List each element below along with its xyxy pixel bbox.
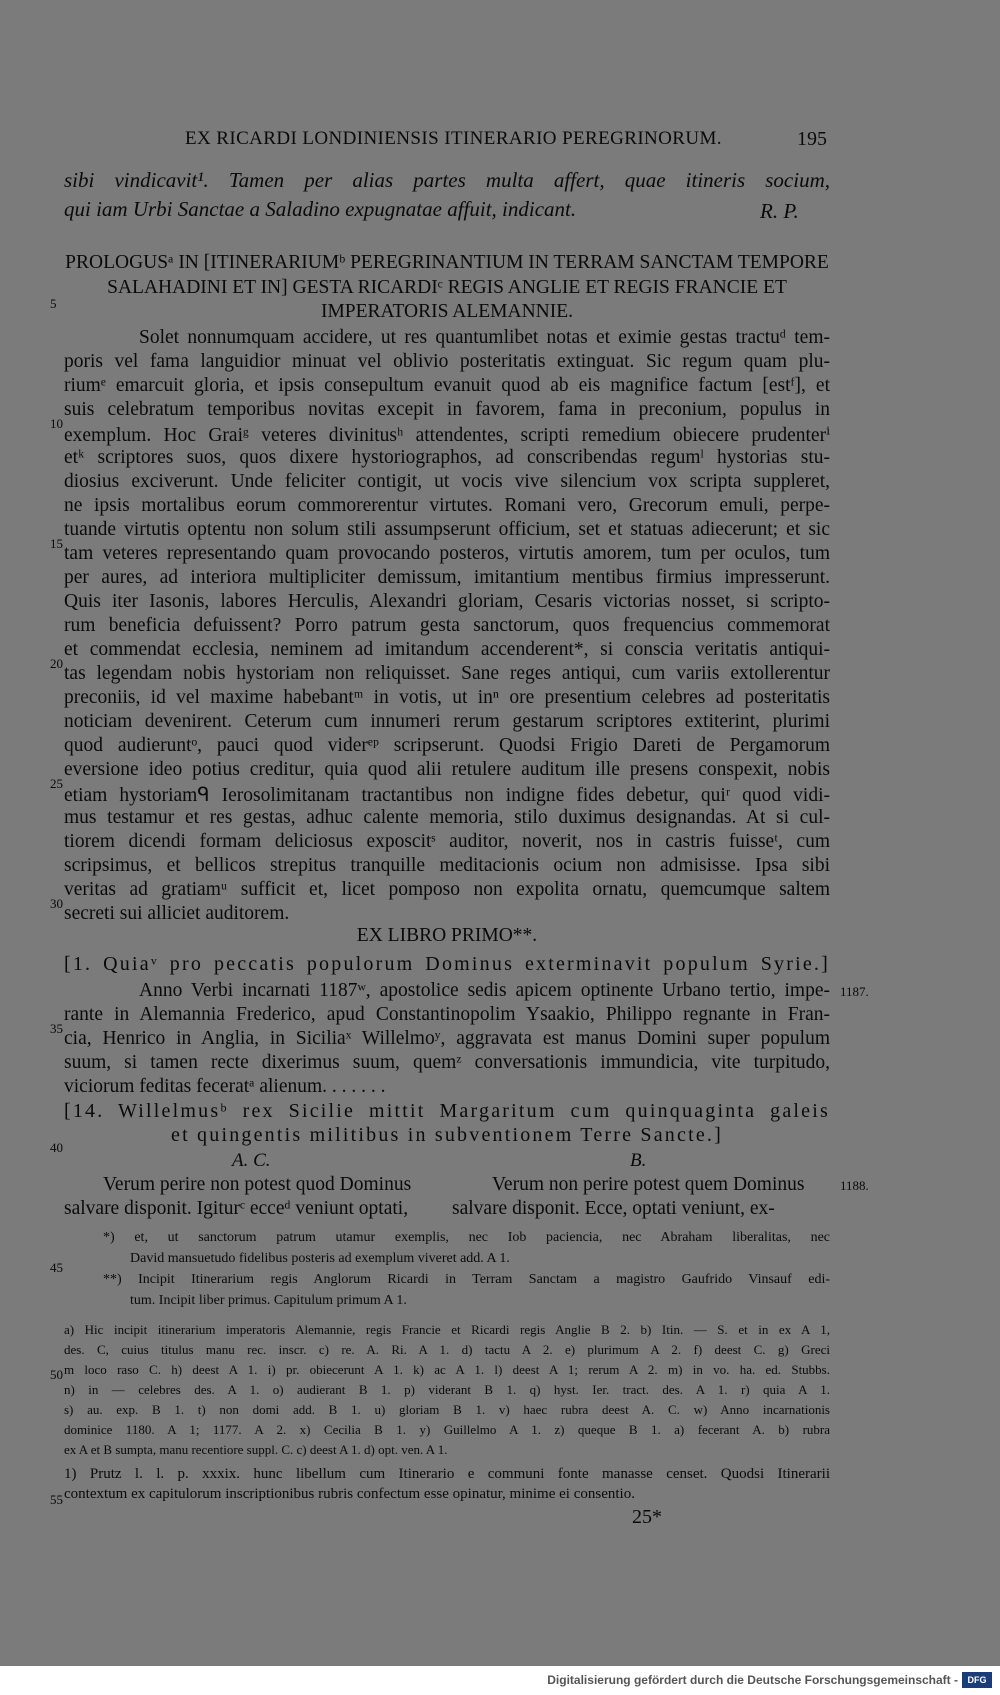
prologue-line: secreti sui alliciet auditorem. — [64, 903, 290, 924]
prologue-line: riumᵉ emarcuit gloria, et ipsis consepultum evanuit quod ab eis magnifice factum [estᶠ], et — [64, 375, 830, 396]
line-number: 55 — [50, 1492, 63, 1507]
column-header-right: B. — [630, 1150, 647, 1171]
line-number: 30 — [50, 896, 63, 911]
parallel-left-line-2: salvare disponit. Igiturᶜ ecceᵈ veniunt optati, — [64, 1198, 409, 1219]
prologue-line: exemplum. Hoc Graiᵍ veteres divinitusʰ attendentes, scripti remedium obiecere prudenterⁱ — [64, 425, 830, 446]
prologue-line: preconiis, id vel maxime habebantᵐ in votis, ut inⁿ ore presentium celebres ad posteritatis — [64, 687, 830, 708]
dfg-logo-icon: DFG — [962, 1672, 992, 1688]
line-number: 5 — [50, 296, 57, 311]
footnote-number-line: contextum ex capitulorum inscriptionibus rubris confectum esse opinatur, minime ei consentio. — [64, 1486, 635, 1502]
footnote-letter-line: n) in — celebres des. A 1. o) audierant B 1. p) viderant B 1. q) hyst. Ier. tract. des. A 1. r) quia A 1. — [64, 1382, 830, 1397]
prologue-line: eversione ideo potius creditur, quia quod alii retulere auditum ille presens conspexit, nobis — [64, 759, 830, 780]
parallel-right-line-2: salvare disponit. Ecce, optati veniunt, ex- — [452, 1198, 775, 1219]
prologue-line: etiam hystoriamᑫ Ierosolimitanam tractantibus non indigne fides debetur, quiʳ quod vidi- — [64, 785, 830, 806]
running-header-title: EX RICARDI LONDINIENSIS ITINERARIO PEREGRINORUM. — [185, 128, 722, 149]
line-number: 20 — [50, 656, 63, 671]
line-number: 15 — [50, 536, 63, 551]
line-number: 10 — [50, 416, 63, 431]
prologue-line: Solet nonnumquam accidere, ut res quantumlibet notas et eximie gestas tractuᵈ tem- — [139, 327, 830, 348]
footnote-star-line: **) Incipit Itinerarium regis Anglorum Ricardi in Terram Sanctam a magistro Gaufrido Vinsauf edi- — [103, 1272, 830, 1287]
prologue-line: Quis iter Iasonis, labores Herculis, Alexandri gloriam, Cesaris victorias nosset, si scripto- — [64, 591, 830, 612]
anno-line: Anno Verbi incarnati 1187ʷ, apostolice sedis apicem optinente Urbano tertio, impe- — [139, 980, 830, 1001]
prologue-line: quod audieruntᵒ, pauci quod viderᵉᵖ scripserunt. Quodsi Frigio Dareti de Pergamorum — [64, 735, 830, 756]
prologue-line: tam veteres representando quam provocando posteros, virtutis amorem, tum per oculos, tum — [64, 543, 830, 564]
line-number: 25 — [50, 776, 63, 791]
footnote-letter-line: dominice 1180. A 1; 1177. A 2. x) Cecilia B 1. y) Guillelmo A 1. z) queque B 1. a) fecerant A. b) rubra — [64, 1422, 830, 1437]
chapter-1-heading: [1. Quiaᵛ pro peccatis populorum Dominus exterminavit populum Syrie.] — [64, 953, 830, 975]
footnote-letter-line: s) au. exp. B 1. t) non domi add. B 1. u) gloriam B 1. v) haec rubra deest A. C. w) Anno incarnationis — [64, 1402, 830, 1417]
prologue-line: tuande virtutis optentu non solum stili assumpserunt officium, set et statuas adiecerunt; et sic — [64, 519, 830, 540]
prologue-line: tiorem dicendi formam deliciosus exposcitˢ auditor, noverit, nos in castris fuisseᵗ, cum — [64, 831, 830, 852]
intro-line-2: qui iam Urbi Sanctae a Saladino expugnatae affuit, indicant. — [64, 197, 577, 221]
parallel-left-line-1: Verum perire non potest quod Dominus — [103, 1174, 412, 1195]
page-number: 195 — [797, 128, 827, 150]
anno-line: rante in Alemannia Frederico, apud Constantinopolim Ysaakio, Philippo regnante in Fran- — [64, 1004, 830, 1025]
prologue-line: etᵏ scriptores suos, quos dixere hystoriographos, ad conscribendas regumˡ hystorias stu- — [64, 447, 830, 468]
column-header-left: A. C. — [232, 1150, 271, 1171]
footnote-star-line: David mansuetudo fidelibus posteris ad exemplum viveret add. A 1. — [130, 1251, 510, 1266]
prologue-line: per aures, ad interiora multipliciter demissum, imitantium mentibus firmius impresserunt. — [64, 567, 830, 588]
prologue-heading-2: SALAHADINI ET IN] GESTA RICARDIᶜ REGIS ANGLIE ET REGIS FRANCIE ET — [107, 277, 787, 298]
intro-signature: R. P. — [760, 199, 799, 223]
parallel-right-line-1: Verum non perire potest quem Dominus — [492, 1174, 805, 1195]
prologue-line: poris vel fama languidior minuat vel oblivio posteritatis extinguat. Sic regum quam plu- — [64, 351, 830, 372]
prologue-line: scripsimus, et bellicos strepitus tranquille meditacionis ocium non admisisse. Ipsa sibi — [64, 855, 830, 876]
prologue-line: mus testamur et res gestas, adhuc calente memoria, stilo duximus designandas. At si cul- — [64, 807, 830, 828]
anno-line: cia, Henrico in Anglia, in Siciliaˣ Willelmoʸ, aggravata est manus Domini super populum — [64, 1028, 830, 1049]
footnote-letter-line: des. C, cuius titulus manu rec. inscr. c) re. A. Ri. A 1. d) tactu A 2. e) plurimum A 2. f) deest C. g) Greci — [64, 1342, 830, 1357]
footnote-letter-line: ex A et B sumpta, manu recentiore suppl. C. c) deest A 1. d) opt. ven. A 1. — [64, 1442, 448, 1457]
prologue-line: noticiam devenirent. Ceterum cum innumeri rerum gestarum scriptores extiterint, plurimi — [64, 711, 830, 732]
anno-line: viciorum feditas feceratᵃ alienum. . . . . . . — [64, 1076, 386, 1097]
intro-line-1: sibi vindicavit¹. Tamen per alias partes multa affert, quae itineris socium, — [64, 168, 830, 192]
line-number: 40 — [50, 1140, 63, 1155]
footnote-star-line: tum. Incipit liber primus. Capitulum primum A 1. — [130, 1293, 407, 1308]
signature-mark: 25* — [632, 1506, 662, 1528]
book-heading: EX LIBRO PRIMO**. — [356, 925, 538, 946]
footnote-number-line: 1) Prutz l. l. p. xxxix. hunc libellum cum Itinerario e communi fonte manasse censet. Quodsi Itinerarii — [64, 1466, 830, 1482]
line-number: 35 — [50, 1021, 63, 1036]
line-number: 45 — [50, 1260, 63, 1275]
prologue-line: veritas ad gratiamᵘ sufficit et, licet pomposo non expolita ornatu, quemcumque saltem — [64, 879, 830, 900]
footnote-star-line: *) et, ut sanctorum patrum utamur exemplis, nec Iob paciencia, nec Abraham liberalitas, nec — [103, 1230, 830, 1245]
anno-line: suum, si tamen recte dixerimus suum, quemᶻ conversationis immundicia, vite turpitudo, — [64, 1052, 830, 1073]
footer-funding-text: Digitalisierung gefördert durch die Deutsche Forschungsgemeinschaft - — [547, 1673, 958, 1687]
margin-year-1188: 1188. — [840, 1178, 869, 1193]
prologue-line: et commendat ecclesia, neminem ad imitandum accenderent*, si conscia veritatis antiqui- — [64, 639, 830, 660]
footer-bar — [0, 1666, 1000, 1695]
prologue-line: diosius exciverunt. Unde feliciter contigit, ut vocis vive silencium vox scripta suppleret, — [64, 471, 830, 492]
chapter-14-heading-1: [14. Willelmusᵇ rex Sicilie mittit Margaritum cum quinquaginta galeis — [64, 1100, 830, 1122]
prologue-line: rum beneficia defuissent? Porro patrum gesta sanctorum, quos frequencius commemorat — [64, 615, 830, 636]
prologue-line: ne ipsis mortalibus eorum commorerentur virtutes. Romani vero, Grecorum emuli, perpe- — [64, 495, 830, 516]
footnote-letter-line: a) Hic incipit itinerarium imperatoris Alemannie, regis Francie et Ricardi regis Anglie B 2. b) Itin. — S. et in ex A 1, — [64, 1322, 830, 1337]
prologue-heading-1: PROLOGUSᵃ IN [ITINERARIUMᵇ PEREGRINANTIUM IN TERRAM SANCTAM TEMPORE — [65, 252, 829, 273]
chapter-14-heading-2: et quingentis militibus in subventionem Terre Sancte.] — [171, 1124, 723, 1146]
line-number: 50 — [50, 1367, 63, 1382]
prologue-line: suis celebratum temporibus novitas excepit in favorem, fama in preconium, populus in — [64, 399, 830, 420]
footnote-letter-line: m loco raso C. h) deest A 1. i) pr. obiecerunt A 1. k) ac A 1. l) deest A 1; rerum A 2. m) in vo. ha. ed. Stubbs. — [64, 1362, 830, 1377]
margin-year-1187: 1187. — [840, 984, 869, 999]
prologue-heading-3: IMPERATORIS ALEMANNIE. — [320, 301, 574, 322]
prologue-line: tas legendam nobis hystoriam non reliquisset. Sane reges antiqui, cum variis extollerentur — [64, 663, 830, 684]
